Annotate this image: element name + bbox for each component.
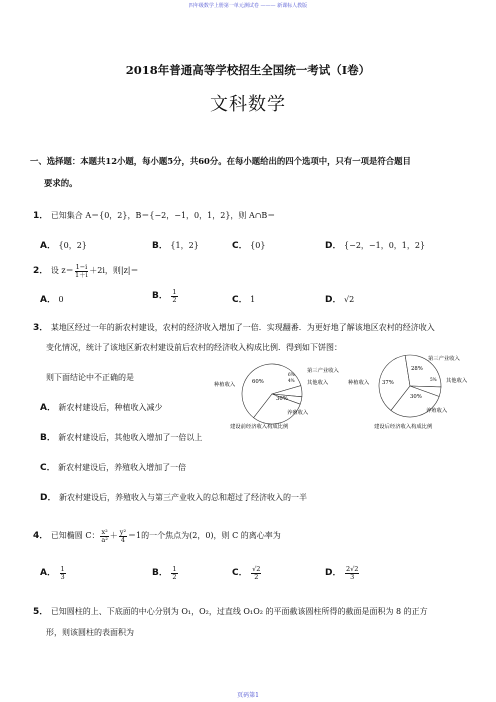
option-text: {0，2} xyxy=(58,241,87,250)
pie-after-label-planting: 种植收入 xyxy=(348,380,370,386)
question-number: 1． xyxy=(33,211,49,221)
plus-sign: ＋ xyxy=(109,531,118,540)
pie-after-label-breeding: 养殖收入 xyxy=(426,408,448,414)
pie-chart-before xyxy=(212,358,344,434)
pie-after-value-breeding: 30% xyxy=(410,394,422,400)
question-stem: 已知集合 A＝{0，2}，B＝{−2，−1，0，1，2}，则 A∩B＝ xyxy=(50,211,276,220)
option-text: 1 xyxy=(250,295,256,304)
question-stem-start: 已知椭圆 C： xyxy=(50,531,100,540)
pie-chart-after xyxy=(346,350,492,434)
fraction xyxy=(345,566,359,581)
pie-before-value-planting: 60% xyxy=(252,379,264,385)
q1-option-c xyxy=(232,238,265,251)
question-stem: 某地区经过一年的新农村建设，农村的经济收入增加了一倍．实现翻番．为更好地了解该地区农村的经济收入 xyxy=(50,323,435,332)
fraction xyxy=(75,264,89,279)
fraction-numerator: 1 xyxy=(172,287,177,296)
option-letter: C． xyxy=(232,241,248,251)
section-heading-line2: 要求的。 xyxy=(44,178,78,188)
subject-title: 文科数学 xyxy=(210,94,286,115)
question-5-line2: 形，则该圆柱的表面积为 xyxy=(46,628,134,637)
pie-before-title: 建设前经济收入构成比例 xyxy=(230,424,289,430)
option-letter: C． xyxy=(232,568,248,578)
fraction-denominator: 3 xyxy=(60,572,65,581)
q3-option-b xyxy=(40,430,202,443)
q4-option-b xyxy=(152,565,179,581)
option-letter: D． xyxy=(40,493,57,503)
q3-option-c xyxy=(40,460,186,473)
pie-before-label-other: 其他收入 xyxy=(307,380,329,386)
option-letter: A． xyxy=(40,295,56,305)
pie-after-label-other: 其他收入 xyxy=(446,378,468,384)
option-letter: D． xyxy=(325,568,342,578)
fraction-denominator: 3 xyxy=(350,572,355,581)
q3-option-a xyxy=(40,400,163,413)
pie-before-value-breeding: 30% xyxy=(276,396,288,402)
option-text: 新农村建设后，其他收入增加了一倍以上 xyxy=(58,433,203,442)
fraction-denominator: 4 xyxy=(120,535,125,544)
question-3-line2: 变化情况，统计了该地区新农村建设前后农村的经济收入构成比例．得到如下饼图： xyxy=(46,343,342,352)
fraction xyxy=(100,529,108,544)
pie-before-value-tertiary: 6% xyxy=(288,372,295,377)
option-text: {−2，−1，0，1，2} xyxy=(344,241,426,250)
section-heading-line1: 一、选择题：本题共12小题，每小题5分，共60分。在每小题给出的四个选项中，只有一项是符合题目 xyxy=(30,156,411,166)
q2-option-a xyxy=(40,292,64,305)
q4-option-d xyxy=(325,565,360,581)
fraction xyxy=(251,566,261,581)
option-letter: B． xyxy=(152,241,168,251)
q1-option-d xyxy=(325,238,425,251)
pie-before-label-tertiary: 第三产业收入 xyxy=(307,368,339,374)
q2-option-d xyxy=(325,292,354,305)
question-5-line1 xyxy=(33,604,428,617)
question-4 xyxy=(33,528,281,544)
option-letter: A． xyxy=(40,241,56,251)
fraction xyxy=(171,566,177,581)
option-letter: A． xyxy=(40,403,56,413)
option-text: {1，2} xyxy=(170,241,199,250)
fraction-denominator: 2 xyxy=(254,572,259,581)
pie-after-label-tertiary: 第三产业收入 xyxy=(428,356,460,362)
question-2 xyxy=(33,263,139,279)
pie-after-value-tertiary: 28% xyxy=(411,366,423,372)
option-text: 新农村建设后，养殖收入与第三产业收入的总和超过了经济收入的一半 xyxy=(59,493,308,502)
option-letter: B． xyxy=(152,291,168,301)
question-stem-start: 设 z＝ xyxy=(50,266,74,275)
option-text: {0} xyxy=(250,241,266,250)
fraction-numerator: √2 xyxy=(252,564,261,573)
q2-option-c xyxy=(232,292,255,305)
option-text: 新农村建设后，种植收入减少 xyxy=(58,403,163,412)
q2-option-b xyxy=(152,288,179,304)
q3-option-d xyxy=(40,490,307,503)
header-banner: 四年级数学上册第一单元测试卷 ——— 新课标人教版 xyxy=(188,3,308,9)
question-stem-end: ＋2i，则|z|＝ xyxy=(89,266,139,275)
fraction-denominator: 1＋i xyxy=(75,270,88,279)
pie-before-label-planting: 种植收入 xyxy=(214,382,236,388)
question-number: 4． xyxy=(33,531,49,541)
fraction-numerator: 1 xyxy=(60,564,65,573)
question-stem: 已知圆柱的上、下底面的中心分别为 O₁，O₂，过直线 O₁O₂ 的平面截该圆柱所得的截面是面积为 8 的正方 xyxy=(50,607,428,616)
question-1 xyxy=(33,208,275,221)
option-letter: C． xyxy=(40,463,56,473)
fraction xyxy=(119,529,127,544)
pie-after-title: 建设后经济收入构成比例 xyxy=(374,424,433,430)
option-text: 新农村建设后，养殖收入增加了一倍 xyxy=(58,463,187,472)
fraction-denominator: a² xyxy=(101,535,108,544)
question-3-line1 xyxy=(33,320,435,333)
fraction-numerator: 2√2 xyxy=(346,564,359,573)
section-heading xyxy=(30,150,480,194)
fraction-numerator: x² xyxy=(101,527,108,536)
fraction xyxy=(171,289,177,304)
option-letter: B． xyxy=(40,433,56,443)
q4-option-c xyxy=(232,565,262,581)
page-footer: 页码第1 xyxy=(237,692,259,699)
question-number: 5． xyxy=(33,607,49,617)
pie-after-value-other: 5% xyxy=(430,377,437,382)
option-text: √2 xyxy=(344,295,355,304)
pie-after-value-planting: 37% xyxy=(382,380,394,386)
option-letter: C． xyxy=(232,295,248,305)
question-stem-end: ＝1的一个焦点为(2，0)，则 C 的离心率为 xyxy=(128,531,281,540)
option-letter: A． xyxy=(40,568,56,578)
pie-before-label-breeding: 养殖收入 xyxy=(287,410,309,416)
question-number: 3． xyxy=(33,323,49,333)
option-letter: D． xyxy=(325,295,342,305)
question-3-line3: 则下面结论中不正确的是 xyxy=(46,373,134,382)
q1-option-b xyxy=(152,238,199,251)
exam-title: 2018年普通高等学校招生全国统一考试（I卷） xyxy=(125,63,371,77)
fraction-denominator: 2 xyxy=(172,295,177,304)
pie-before-value-other: 4% xyxy=(288,378,295,383)
q1-option-a xyxy=(40,238,87,251)
option-letter: B． xyxy=(152,568,168,578)
fraction-numerator: 1−i xyxy=(75,262,88,271)
option-letter: D． xyxy=(325,241,342,251)
fraction-denominator: 2 xyxy=(172,572,177,581)
question-number: 2． xyxy=(33,266,49,276)
option-text: 0 xyxy=(58,295,64,304)
q4-option-a xyxy=(40,565,67,581)
fraction-numerator: 1 xyxy=(172,564,177,573)
fraction-numerator: y² xyxy=(119,527,127,536)
fraction xyxy=(60,566,66,581)
